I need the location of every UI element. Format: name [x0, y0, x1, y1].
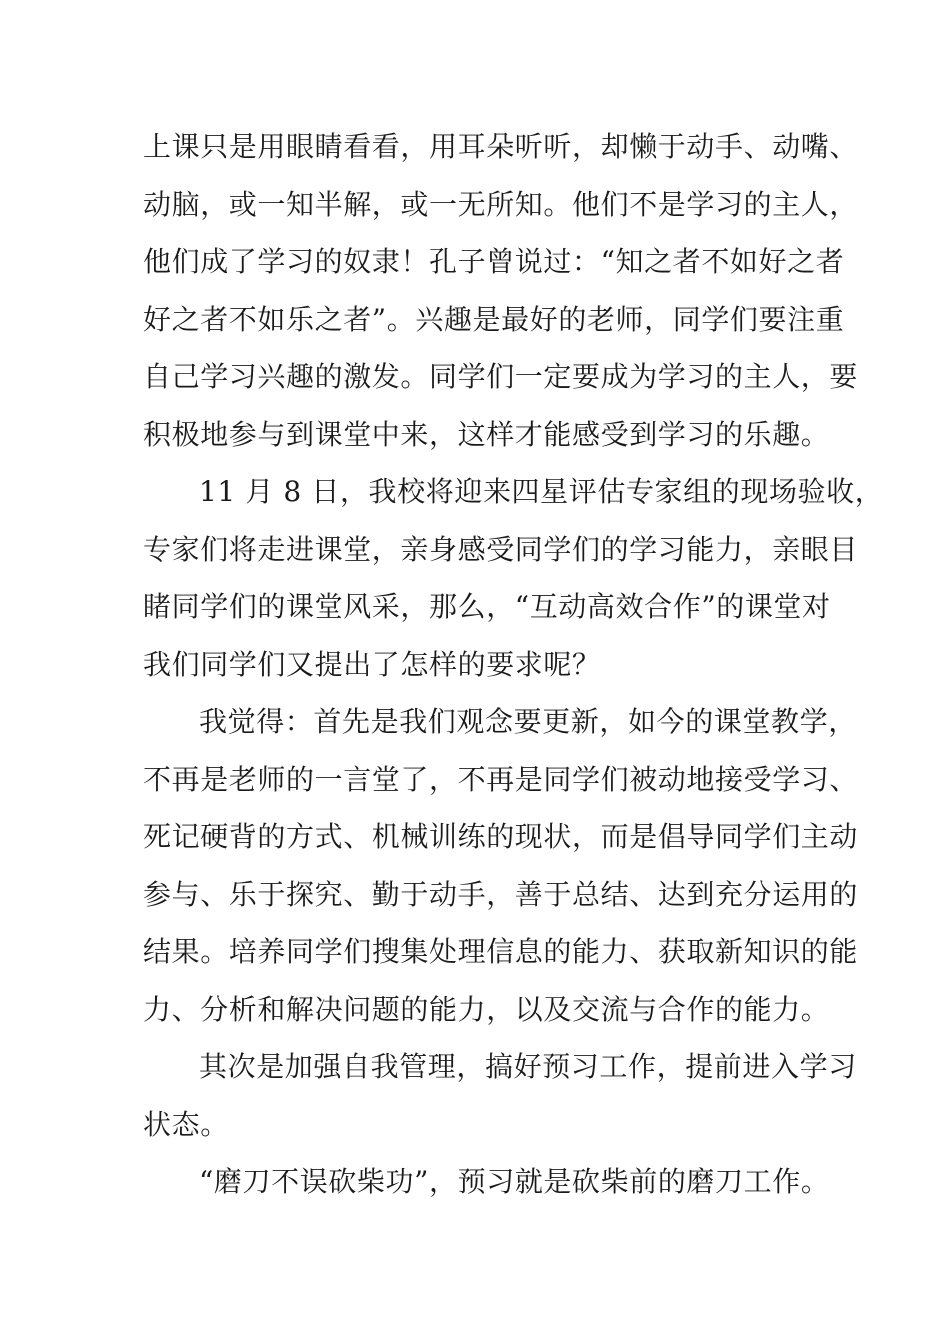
text-line: 他们成了学习的奴隶！孔子曾说过：“知之者不如好之者: [143, 245, 845, 278]
text-line: 自己学习兴趣的激发。同学们一定要成为学习的主人，要: [143, 360, 859, 393]
text-line: 睹同学们的课堂风采，那么，“互动高效合作”的课堂对: [143, 590, 831, 623]
paragraph-start-line: “磨刀不误砍柴功”，预习就是砍柴前的磨刀工作。: [199, 1165, 830, 1198]
text-line: 专家们将走进课堂，亲身感受同学们的学习能力，亲眼目: [143, 532, 859, 566]
text-line: 积极地参与到课堂中来，这样才能感受到学习的乐趣。: [143, 417, 830, 451]
text-line: 动脑，或一知半解，或一无所知。他们不是学习的主人，: [143, 187, 859, 221]
text-line: 好之者不如乐之者”。兴趣是最好的老师，同学们要注重: [143, 302, 845, 336]
paragraph-start-line: 11 月 8 日，我校将迎来四星评估专家组的现场验收，: [199, 475, 884, 508]
text-line: 参与、乐于探究、勤于动手，善于总结、达到充分运用的: [143, 877, 859, 911]
text-line: 上课只是用眼睛看看，用耳朵听听，却懒于动手、动嘴、: [143, 130, 859, 163]
body-text: [143, 118, 884, 1211]
text-line: 我们同学们又提出了怎样的要求呢？: [143, 647, 601, 681]
text-line: 结果。培养同学们搜集处理信息的能力、获取新知识的能: [143, 935, 859, 968]
text-line: 死记硬背的方式、机械训练的现状，而是倡导同学们主动: [143, 820, 859, 853]
text-line: 状态。: [143, 1107, 229, 1141]
text-line: 不再是老师的一言堂了，不再是同学们被动地接受学习、: [143, 762, 859, 796]
paragraph-start-line: 我觉得：首先是我们观念要更新，如今的课堂教学，: [199, 705, 857, 738]
text-line: 力、分析和解决问题的能力，以及交流与合作的能力。: [143, 992, 830, 1026]
paragraph-start-line: 其次是加强自我管理，搞好预习工作，提前进入学习: [199, 1050, 857, 1083]
